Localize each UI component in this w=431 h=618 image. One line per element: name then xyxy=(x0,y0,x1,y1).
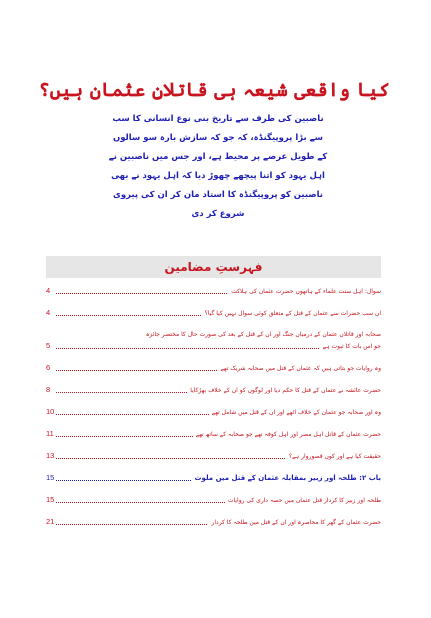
toc-page-number: 6 xyxy=(46,363,51,372)
toc-entry-text: طلحہ اور زبیر کا کردار قتل عثمان میں حصہ داری کی روایات xyxy=(225,496,381,505)
toc-entry[interactable] xyxy=(46,304,381,318)
toc-entry-text-continued: جو اس بات کا ثبوت ہے xyxy=(320,342,381,351)
toc-page-number: 10 xyxy=(46,407,55,416)
toc-page-number: 11 xyxy=(46,429,54,438)
toc-entry[interactable] xyxy=(46,331,381,351)
toc-page-number: 13 xyxy=(46,451,55,460)
toc-page-number: 21 xyxy=(46,517,55,526)
toc-entry-text: حضرت عثمان کے گھر کا محاصرہ اور ان کے قتل میں طلحہ کا کردار xyxy=(208,518,381,527)
toc-entry[interactable] xyxy=(46,282,381,296)
toc-page-number: 15 xyxy=(46,495,55,504)
toc-entry-text: وہ اور صحابہ جو عثمان کے خلاف اٹھے اور ان کے قتل میں شامل تھے xyxy=(209,408,381,417)
toc-entry[interactable] xyxy=(46,513,381,527)
toc-page-number: 15 xyxy=(46,473,55,482)
toc-header: فہرستِ مضامین xyxy=(46,256,381,278)
toc-entry-text: ان سب حضرات سے عثمان کے قتل کے متعلق کوئی سوال نہیں کیا گیا؟ xyxy=(202,309,381,318)
toc-entry-text: حضرت عثمان کے قاتل اہل مصر اور اہل کوفہ تھے جو صحابہ کے ساتھ تھے xyxy=(193,430,381,439)
toc-entry-text: سوال: اہل سنت علماء کے ہاتھوں حضرت عثمان کی ہلاکت xyxy=(228,287,381,296)
toc-page-number: 4 xyxy=(46,286,51,295)
toc-entry[interactable] xyxy=(46,491,381,505)
toc-entry[interactable] xyxy=(46,359,381,373)
toc-page-number: 5 xyxy=(46,341,51,350)
toc-entry[interactable] xyxy=(46,403,381,417)
toc-entry-text: وہ روایات جو بتاتی ہیں کہ عثمان کے قتل میں صحابہ شریک تھے xyxy=(217,364,381,373)
toc-page-number: 8 xyxy=(46,385,51,394)
toc-entry-text: حقیقت کیا ہے اور کون قصوروار ہے؟ xyxy=(286,452,381,461)
toc-entry[interactable] xyxy=(46,447,381,461)
document-title: کیا واقعی شیعہ ہی قاتلانِ عثمان ہیں؟ xyxy=(38,79,390,101)
intro-paragraph: ناصبین کی طرف سے تاریخ بنی نوع انسانی کا سب سے بڑا پروپیگنڈہ، کہ جو کہ سازش بارہ سو سالوں کے طویل عرصے پر محیط ہے، اور جس میں ناصبین نے اہل یہود کو اتنا پیچھے چھوڑ دیا کہ اہل یہود نے بھی ناصبین کو پروپیگنڈہ کا استاد مان کر ان کی پیروی شروع کر دی xyxy=(108,114,328,219)
toc-chapter-entry[interactable] xyxy=(46,469,381,483)
toc-entry[interactable] xyxy=(46,425,381,439)
toc-entry-text: صحابہ اور قاتلان عثمان کے درمیان جنگ اور ان کے قتل کے بعد کی صورت حال کا مختصر جائزہ xyxy=(145,331,381,338)
toc-entry-text: باب ۲: طلحہ اور زبیر بمقابلہ عثمان کے قتل میں ملوث xyxy=(192,474,381,483)
toc-page-number: 4 xyxy=(46,308,51,317)
toc-entry[interactable] xyxy=(46,381,381,395)
toc-entry-text: حضرت عائشہ نے عثمان کے قتل کا حکم دیا اور لوگوں کو ان کے خلاف بھڑکایا xyxy=(187,386,381,395)
